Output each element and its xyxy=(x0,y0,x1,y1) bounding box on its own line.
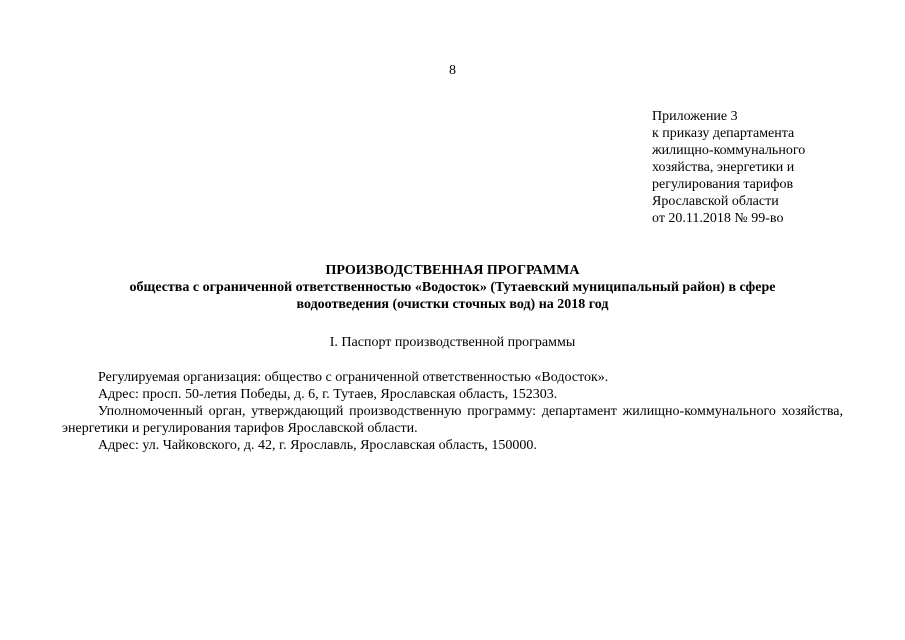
paragraph: Уполномоченный орган, утверждающий производственную программу: департамент жилищно-коммунального хозяйства, энергетики и регулирования тарифов Ярославской области. xyxy=(62,404,843,436)
appendix-line: к приказу департамента xyxy=(652,126,795,141)
section-title: I. Паспорт производственной программы xyxy=(329,335,576,350)
paragraph: Адрес: ул. Чайковского, д. 42, г. Ярославль, Ярославская область, 150000. xyxy=(98,438,537,453)
appendix-block xyxy=(652,108,892,227)
appendix-line: от 20.11.2018 № 99-во xyxy=(652,211,784,226)
appendix-line: Ярославской области xyxy=(652,194,779,209)
appendix-line: жилищно-коммунального xyxy=(652,143,806,158)
body-text xyxy=(62,369,843,454)
paragraph: Адрес: просп. 50-летия Победы, д. 6, г. Тутаев, Ярославская область, 152303. xyxy=(98,387,558,402)
appendix-line: хозяйства, энергетики и xyxy=(652,160,795,175)
page-number: 8 xyxy=(449,63,456,78)
appendix-line: Приложение 3 xyxy=(652,109,738,124)
main-title: ПРОИЗВОДСТВЕННАЯ ПРОГРАММА xyxy=(325,263,580,278)
appendix-line: регулирования тарифов xyxy=(652,177,794,192)
paragraph: Регулируемая организация: общество с ограниченной ответственностью «Водосток». xyxy=(98,370,609,385)
subtitle-line: водоотведения (очистки сточных вод) на 2018 год xyxy=(296,297,609,312)
document-title xyxy=(60,262,845,313)
subtitle-line: общества с ограниченной ответственностью «Водосток» (Тутаевский муниципальный район) в сфере xyxy=(129,280,776,295)
